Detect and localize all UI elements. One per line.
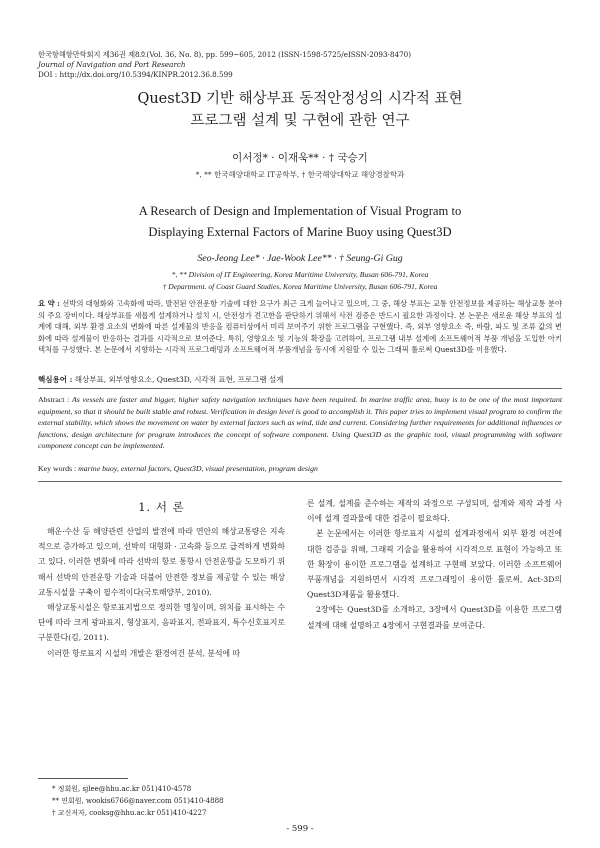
english-authors: Seo-Jeong Lee* · Jae-Wook Lee** · † Seung-Gi Gug <box>197 253 403 264</box>
english-keywords-label: Key words : <box>38 464 77 473</box>
korean-keywords <box>38 374 284 385</box>
english-abstract-text: As vessels are faster and bigger, higher safety navigation techniques have been required. In marine traffic area, buoy is to be one of the most important equipment, so that it should be built stable and robust. Verification in design level is good to accomplish it. This paper tries to implement visual program to confirm the external stability, which shows the movement on water by external factors such as wind, tide and current. Considering further requirements for additional influences or functions, design architecture for program introduces the concept of software component. Using Quest3D as the graphic tool, visual programming with software component concept can be implemented. <box>38 395 563 450</box>
journal-citation: 한국항해항만학회지 제36권 제8호(Vol. 36, No. 8), pp. 599~605, 2012 (ISSN-1598-5725/eISSN-2093-8470) <box>38 50 412 59</box>
body-paragraph: 2장에는 Quest3D를 소개하고, 3장에서 Quest3D를 이용한 프로그램 설계에 대해 설명하고 4장에서 구현결과를 보여준다. <box>307 605 562 630</box>
korean-keywords-label: 핵심용어 : <box>38 375 73 384</box>
english-affiliation-1: *, ** Division of IT Engineering, Korea Maritime University, Busan 606-791, Korea <box>171 270 429 279</box>
journal-name: Journal of Navigation and Port Research <box>38 60 186 69</box>
english-title-line2: Displaying External Factors of Marine Buoy using Quest3D <box>148 225 452 239</box>
journal-header <box>38 50 411 80</box>
english-title <box>0 201 600 243</box>
divider-rule <box>38 388 562 389</box>
doi-link[interactable]: DOI : http://dx.doi.org/10.5394/KINPR.2012.36.8.599 <box>38 70 233 79</box>
english-title-line1: A Research of Design and Implementation of Visual Program to <box>138 204 462 218</box>
korean-keywords-text: 해상부표, 외부영향요소, Quest3D, 시각적 표현, 프로그램 설계 <box>74 375 284 384</box>
footnote: * 정회원, sjlee@hhu.ac.kr 051)410-4578 <box>52 785 192 793</box>
divider-rule <box>38 481 562 482</box>
korean-title-line1: Quest3D 기반 해상부표 동적안정성의 시각적 표현 <box>137 91 463 107</box>
korean-abstract-text: 선박의 대형화와 고속화에 따라, 발전된 안전운항 기술에 대한 요구가 최근 크게 늘어나고 있으며, 그 중, 해상 부표는 교통 안전정보를 제공하는 해상교통 분야의 주요 장비이다. 해상부표를 새롭게 설계하거나 설치 시, 안전성가 견고한을 판단하기 위해서 사전 검증은 반드시 필요한 과정이다. 본 논문은 새로운 해상 부표의 설계에 대해, 외부 환경 요소의 변화에 따른 설계물의 반응을 컴퓨터상에서 미리 보여주기 위한 프로그램을 구현했다. 즉, 외부 영향요소 즉, 바람, 파도 및 조류 값의 변화에 따라 설계물이 반응하는 결과를 시각적으로 보여준다. 특히, 영향요소 및 기능의 확장을 고려하여, 프로그램 내부 설계에 소프트웨어적 부품 개념을 도입한 아키텍처를 구성했다. 본 논문에서 지향하는 시각적 프로그래밍과 소프트웨어적 부품개념을 동시에 지원할 수 있는 그래픽 툴로써 Quest3D를 이용했다. <box>38 299 562 355</box>
korean-affiliation: *, ** 한국해양대학교 IT공학부, † 한국해양대학교 해양경찰학과 <box>195 170 405 179</box>
korean-authors: 이서정* · 이재욱** · † 국승기 <box>232 152 368 164</box>
english-keywords-text: marine buoy, external factors, Quest3D, visual presentation, program design <box>78 464 318 473</box>
korean-abstract <box>38 298 562 356</box>
korean-abstract-label: 요 약 : <box>38 299 60 308</box>
english-keywords <box>38 464 318 473</box>
korean-title-line2: 프로그램 설계 및 구현에 관한 연구 <box>190 113 410 129</box>
body-paragraph: 해운·수산 등 해양관련 산업의 발전에 따라 연안의 해상교통량은 지속적으로 증가하고 있으며, 선박의 대형화 · 고속화 등으로 급격하게 변화하고 있다. 이러한 변화에 따라 선박의 항로 통항시 안전운항을 도모하기 위해서 선박의 안전운항 기술과 더불어 안전한 정보를 제공할 수 있는 해상교통시설물 구축이 필수적이다(국토해양부, 2010). <box>38 527 285 597</box>
footnote: † 교신저자, cooksg@hhu.ac.kr 051)410-4227 <box>52 809 207 817</box>
english-affiliation-2: † Department. of Coast Guard Studies, Korea Maritime University, Busan 606-791, Korea <box>162 282 438 291</box>
body-paragraph: 이러한 항로표지 시설의 개발은 환경여건 분석, 분석에 따 <box>47 648 241 658</box>
section-heading: 1. 서 론 <box>138 500 185 514</box>
footnote: ** 연회원, wookis6766@naver.com 051)410-4888 <box>52 797 224 805</box>
english-abstract <box>38 394 562 452</box>
body-column-right <box>307 496 562 633</box>
body-paragraph: 른 설계, 설계를 준수하는 제작의 과정으로 구성되며, 설계와 제작 과정 사이에 설계 결과물에 대한 검증이 필요하다. <box>307 499 562 524</box>
footnote-divider <box>38 778 128 779</box>
body-paragraph: 해상교통시설은 항로표지법으로 정의한 명칭이며, 위치를 표시하는 수단에 따라 크게 광파표지, 형상표지, 음파표지, 전파표지, 특수신호표지로 구분한다(김, 2011). <box>38 603 285 643</box>
korean-title <box>0 88 600 132</box>
english-abstract-label: Abstract : <box>38 395 70 404</box>
body-paragraph: 본 논문에서는 이러한 항로표지 시설의 설계과정에서 외부 환경 여건에 대한 검증을 위해, 그래픽 기술을 활용하여 시각적으로 표현이 가능하고 또한 확장이 용이한 프로그램을 설계하고 구현해 보았다. 이러한 소프트웨어 부품개념을 지원하면서 시각적 프로그래밍이 용이한 툴로써, Act-3D의 Quest3D제품을 활용했다. <box>307 529 562 600</box>
page-number: - 599 - <box>286 824 314 834</box>
body-column-left <box>38 524 285 661</box>
